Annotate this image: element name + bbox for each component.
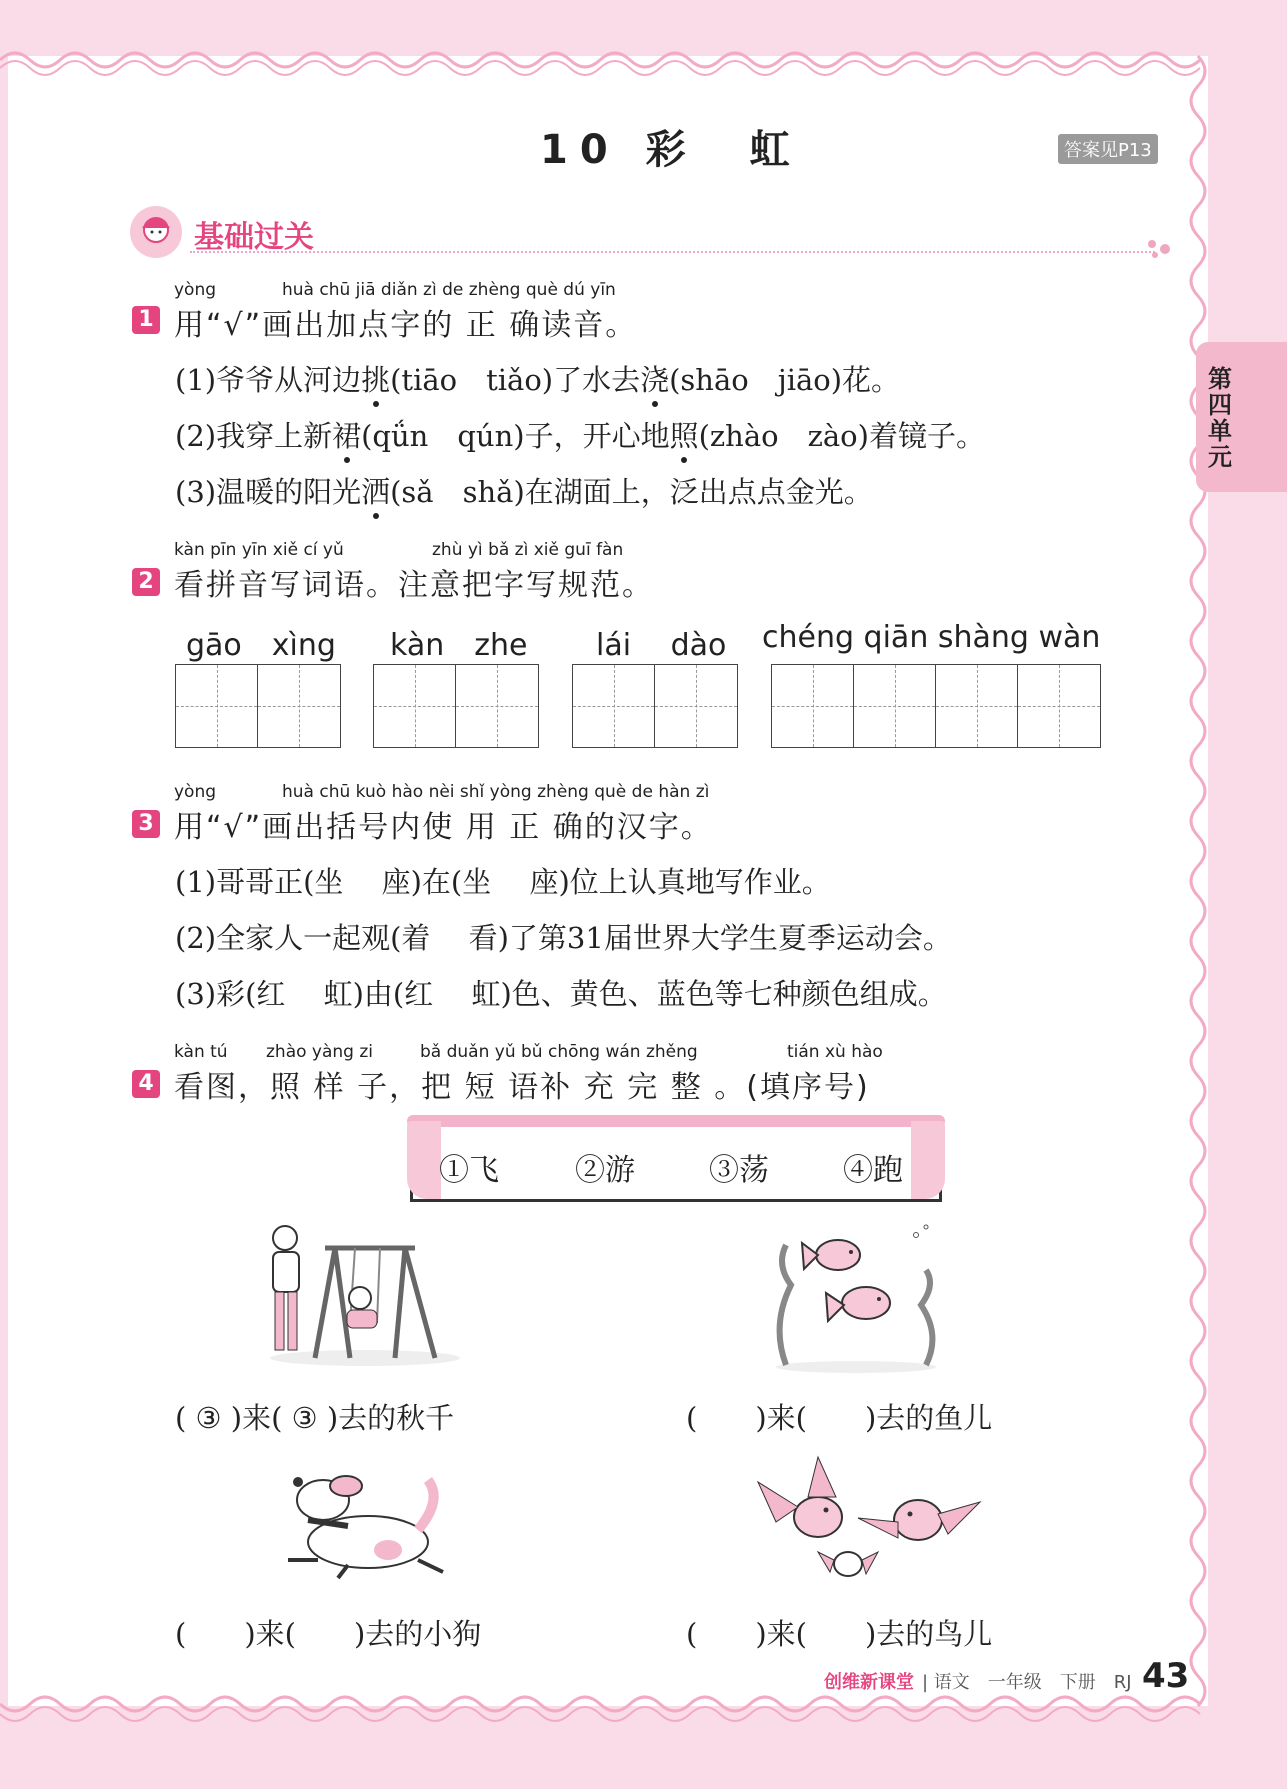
writing-grid-1[interactable] (175, 664, 341, 748)
q1-item-1 (175, 358, 900, 399)
question-number: 3 (132, 810, 160, 838)
option-1: ①飞 (439, 1153, 499, 1188)
word-pinyin-4: chéng qiān shàng wàn (762, 620, 1101, 655)
dotted-char[interactable]: 裙 (332, 419, 362, 453)
question-prompt: 看图，照 样 子，把 短 语补 充 完 整 。(填序号) (174, 1070, 870, 1105)
girl-avatar-icon (130, 206, 182, 258)
text-segment: (2)我穿上新 (175, 419, 333, 453)
dotted-char[interactable]: 挑 (361, 363, 391, 397)
footer-brand: 创维新课堂 (824, 1672, 914, 1693)
grid-cell[interactable] (176, 665, 258, 747)
fish-illustration-icon (766, 1225, 946, 1375)
q2-pinyin-a: kàn pīn yīn xiě cí yǔ (174, 540, 344, 560)
curtain-rod (407, 1115, 945, 1127)
option-2: ②游 (575, 1153, 635, 1188)
bracket: )来( (221, 1401, 292, 1435)
phrase-fish (686, 1396, 992, 1437)
bottom-wave-border (0, 1694, 1210, 1728)
q3-item-2[interactable]: (2)全家人一起观(着 看)了第31届世界大学生夏季运动会。 (175, 921, 952, 955)
curtain-left-icon (407, 1121, 441, 1199)
top-wave-border (0, 40, 1210, 74)
word-pinyin-2: kàn zhe (390, 628, 528, 663)
question-number: 2 (132, 568, 160, 596)
answer-blank[interactable]: ( (686, 1617, 756, 1651)
answer-reference: 答案见P13 (1058, 134, 1158, 164)
text-segment: (3)温暖的阳光 (175, 475, 362, 509)
page-title: 10 彩 虹 (540, 127, 802, 173)
grid-cell[interactable] (456, 665, 538, 747)
section-divider (190, 251, 1155, 253)
writing-grid-3[interactable] (572, 664, 738, 748)
writing-grid-4[interactable] (771, 664, 1101, 748)
grid-cell[interactable] (772, 665, 854, 747)
curtain-right-icon (911, 1121, 945, 1199)
answer-blank[interactable]: )来( (244, 1617, 354, 1651)
q4-pinyin-d: tián xù hào (787, 1042, 883, 1062)
q3-pinyin-b: huà chū kuò hào nèi shǐ yòng zhèng què de hàn zì (282, 782, 710, 802)
question-prompt: 用“√”画出加点字的 正 确读音。 (174, 308, 638, 343)
answer-blank[interactable]: )来( (755, 1401, 865, 1435)
question-number: 1 (132, 306, 160, 334)
q4-pinyin-c: bǎ duǎn yǔ bǔ chōng wán zhěng (420, 1042, 698, 1062)
grid-cell[interactable] (936, 665, 1018, 747)
dotted-char[interactable]: 浇 (640, 363, 670, 397)
answer-blank[interactable]: ③ (195, 1401, 222, 1435)
q4-pinyin-a: kàn tú (174, 1042, 228, 1062)
answer-blank[interactable]: )来( (755, 1617, 865, 1651)
dotted-char[interactable]: 洒 (361, 475, 391, 509)
phrase-dog (175, 1612, 481, 1653)
question-prompt: 看拼音写词语。注意把字写规范。 (174, 568, 654, 603)
text-segment: (1)爷爷从河边 (175, 363, 362, 397)
answer-blank[interactable]: ( (686, 1401, 756, 1435)
grid-cell[interactable] (655, 665, 737, 747)
q3-item-1[interactable]: (1)哥哥正(坐 座)在(坐 座)位上认真地写作业。 (175, 865, 831, 899)
phrase-swing (175, 1396, 454, 1437)
q1-pinyin-a: yòng (174, 280, 217, 300)
q1-item-2 (175, 414, 985, 455)
word-pinyin-3: lái dào (596, 628, 727, 663)
dotted-char[interactable]: 照 (669, 419, 699, 453)
writing-grid-2[interactable] (373, 664, 539, 748)
phrase-text: )去的小狗 (353, 1617, 482, 1651)
birds-illustration-icon (748, 1452, 988, 1592)
text-segment[interactable]: (zhào zào)着镜子。 (698, 419, 985, 453)
q3-pinyin-a: yòng (174, 782, 217, 802)
q1-item-3 (175, 470, 873, 511)
q1-pinyin-b: huà chū jiā diǎn zì de zhèng què dú yīn (282, 280, 616, 300)
grid-cell[interactable] (258, 665, 340, 747)
grid-cell[interactable] (573, 665, 655, 747)
section-label: 基础过关 (194, 220, 314, 255)
text-segment[interactable]: (qǘn qún)子，开心地 (361, 419, 670, 453)
page-number: 43 (1142, 1656, 1190, 1696)
phrase-birds (686, 1612, 992, 1653)
text-segment[interactable]: (sǎ shǎ)在湖面上，泛出点点金光。 (390, 475, 873, 509)
phrase-text: )去的秋千 (317, 1401, 455, 1435)
question-number: 4 (132, 1070, 160, 1098)
phrase-text: )去的鱼儿 (864, 1401, 993, 1435)
dog-illustration-icon (268, 1460, 458, 1580)
unit-tab[interactable] (1196, 342, 1287, 492)
question-prompt: 用“√”画出括号内使 用 正 确的汉字。 (174, 810, 713, 845)
word-pinyin-1: gāo xìng (186, 628, 336, 663)
unit-tab-label: 第四单元 (1208, 365, 1232, 471)
grid-cell[interactable] (854, 665, 936, 747)
option-3: ③荡 (709, 1153, 769, 1188)
q2-pinyin-b: zhù yì bǎ zì xiě guī fàn (432, 540, 624, 560)
text-segment[interactable]: (shāo jiāo)花。 (669, 363, 901, 397)
answer-blank[interactable]: ③ (291, 1401, 318, 1435)
answer-blank[interactable]: ( (175, 1617, 245, 1651)
options-board (410, 1122, 942, 1202)
q4-pinyin-b: zhào yàng zi (266, 1042, 374, 1062)
grid-cell[interactable] (374, 665, 456, 747)
bracket: ( (175, 1401, 196, 1435)
footer-info: | 语文 一年级 下册 RJ (922, 1672, 1132, 1693)
grid-cell[interactable] (1018, 665, 1100, 747)
option-4: ④跑 (843, 1153, 903, 1188)
swing-illustration-icon (255, 1218, 455, 1368)
q3-item-3[interactable]: (3)彩(红 虹)由(红 虹)色、黄色、蓝色等七种颜色组成。 (175, 977, 947, 1011)
text-segment[interactable]: (tiāo tiǎo)了水去 (390, 363, 641, 397)
phrase-text: )去的鸟儿 (864, 1617, 993, 1651)
right-wave-border (1188, 56, 1218, 1706)
